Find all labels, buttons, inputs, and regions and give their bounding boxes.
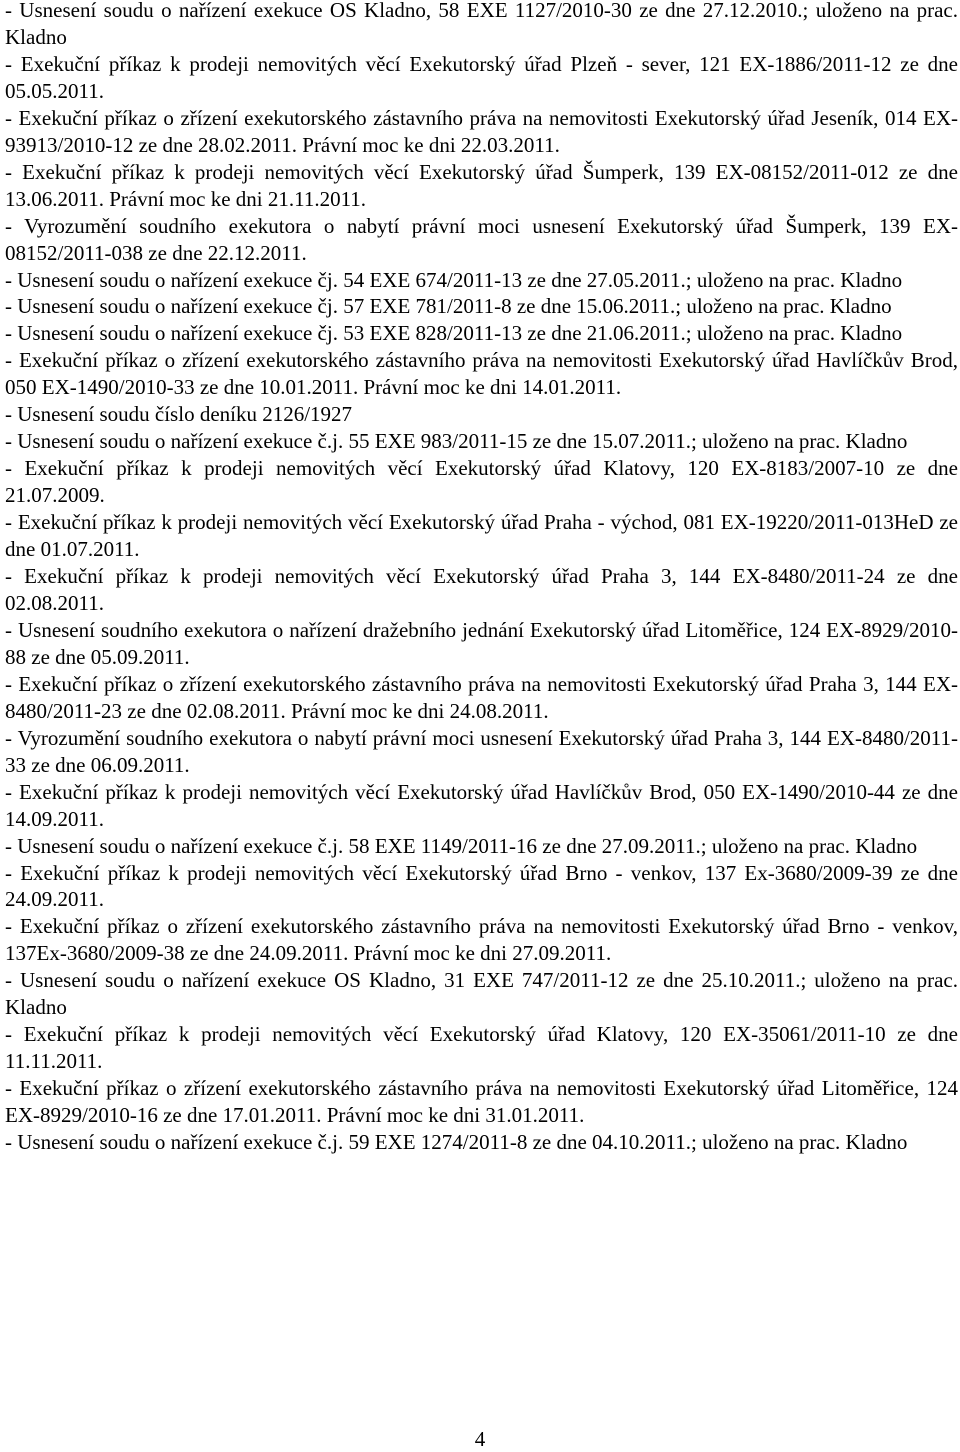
list-item: - Usnesení soudu o nařízení exekuce čj. 53 EXE 828/2011-13 ze dne 21.06.2011.; uloženo na prac. Kladno xyxy=(5,321,903,346)
list-item: - Usnesení soudu o nařízení exekuce č.j. 58 EXE 1149/2011-16 ze dne 27.09.2011.; uloženo na prac. Kladno xyxy=(5,833,918,858)
page-number: 4 xyxy=(474,1427,486,1451)
list-item: - Exekuční příkaz k prodeji nemovitých věcí Exekutorský úřad Klatovy, 120 EX-8183/2007-10 ze dne 21.07.2009. xyxy=(5,456,958,508)
list-item: - Exekuční příkaz k prodeji nemovitých věcí Exekutorský úřad Brno - venkov, 137 Ex-3680/2009-39 ze dne 24.09.2011. xyxy=(5,860,958,912)
list-item: - Exekuční příkaz o zřízení exekutorského zástavního práva na nemovitosti Exekutorský úřad Litoměřice, 124 EX-8929/2010-16 ze dne 17.01.2011. Právní moc ke dni 31.01.2011. xyxy=(5,1076,958,1128)
list-item: - Usnesení soudu o nařízení exekuce č.j. 59 EXE 1274/2011-8 ze dne 04.10.2011.; uloženo na prac. Kladno xyxy=(5,1130,908,1155)
list-item: - Exekuční příkaz k prodeji nemovitých věcí Exekutorský úřad Klatovy, 120 EX-35061/2011-10 ze dne 11.11.2011. xyxy=(5,1022,958,1074)
entry-list xyxy=(5,0,958,1156)
list-item: - Exekuční příkaz o zřízení exekutorského zástavního práva na nemovitosti Exekutorský úřad Praha 3, 144 EX-8480/2011-23 ze dne 02.08.2011. Právní moc ke dni 24.08.2011. xyxy=(5,671,958,723)
list-item: - Exekuční příkaz k prodeji nemovitých věcí Exekutorský úřad Praha - východ, 081 EX-19220/2011-013HeD ze dne 01.07.2011. xyxy=(5,510,958,562)
list-item: - Exekuční příkaz o zřízení exekutorského zástavního práva na nemovitosti Exekutorský úřad Brno - venkov, 137Ex-3680/2009-38 ze dne 24.09.2011. Právní moc ke dni 27.09.2011. xyxy=(5,914,958,966)
list-item: - Usnesení soudu o nařízení exekuce č.j. 55 EXE 983/2011-15 ze dne 15.07.2011.; uloženo na prac. Kladno xyxy=(5,429,908,454)
list-item: - Exekuční příkaz k prodeji nemovitých věcí Exekutorský úřad Praha 3, 144 EX-8480/2011-24 ze dne 02.08.2011. xyxy=(5,564,958,615)
list-item: - Vyrozumění soudního exekutora o nabytí právní moci usnesení Exekutorský úřad Šumperk, 139 EX-08152/2011-038 ze dne 22.12.2011. xyxy=(5,213,958,265)
list-item: - Usnesení soudu o nařízení exekuce OS Kladno, 58 EXE 1127/2010-30 ze dne 27.12.2010.; uloženo na prac. Kladno xyxy=(5,0,958,49)
list-item: - Usnesení soudu o nařízení exekuce čj. 54 EXE 674/2011-13 ze dne 27.05.2011.; uloženo na prac. Kladno xyxy=(5,267,903,292)
list-item: - Exekuční příkaz o zřízení exekutorského zástavního práva na nemovitosti Exekutorský úřad Havlíčkův Brod, 050 EX-1490/2010-33 ze dne 10.01.2011. Právní moc ke dni 14.01.2011. xyxy=(5,348,958,400)
list-item: - Usnesení soudu číslo deníku 2126/1927 xyxy=(5,402,353,427)
list-item: - Usnesení soudního exekutora o nařízení dražebního jednání Exekutorský úřad Litoměřice, 124 EX-8929/2010-88 ze dne 05.09.2011. xyxy=(5,617,958,669)
list-item: - Usnesení soudu o nařízení exekuce OS Kladno, 31 EXE 747/2011-12 ze dne 25.10.2011.; uloženo na prac. Kladno xyxy=(5,968,958,1020)
list-item: - Exekuční příkaz k prodeji nemovitých věcí Exekutorský úřad Plzeň - sever, 121 EX-1886/2011-12 ze dne 05.05.2011. xyxy=(5,51,958,103)
list-item: - Usnesení soudu o nařízení exekuce čj. 57 EXE 781/2011-8 ze dne 15.06.2011.; uloženo na prac. Kladno xyxy=(5,294,892,319)
list-item: - Exekuční příkaz o zřízení exekutorského zástavního práva na nemovitosti Exekutorský úřad Jeseník, 014 EX-93913/2010-12 ze dne 28.02.2011. Právní moc ke dni 22.03.2011. xyxy=(5,105,958,157)
list-item: - Exekuční příkaz k prodeji nemovitých věcí Exekutorský úřad Šumperk, 139 EX-08152/2011-012 ze dne 13.06.2011. Právní moc ke dni 21.11.2011. xyxy=(5,159,958,211)
list-item: - Exekuční příkaz k prodeji nemovitých věcí Exekutorský úřad Havlíčkův Brod, 050 EX-1490/2010-44 ze dne 14.09.2011. xyxy=(5,779,958,831)
list-item: - Vyrozumění soudního exekutora o nabytí právní moci usnesení Exekutorský úřad Praha 3, 144 EX-8480/2011-33 ze dne 06.09.2011. xyxy=(5,725,958,777)
